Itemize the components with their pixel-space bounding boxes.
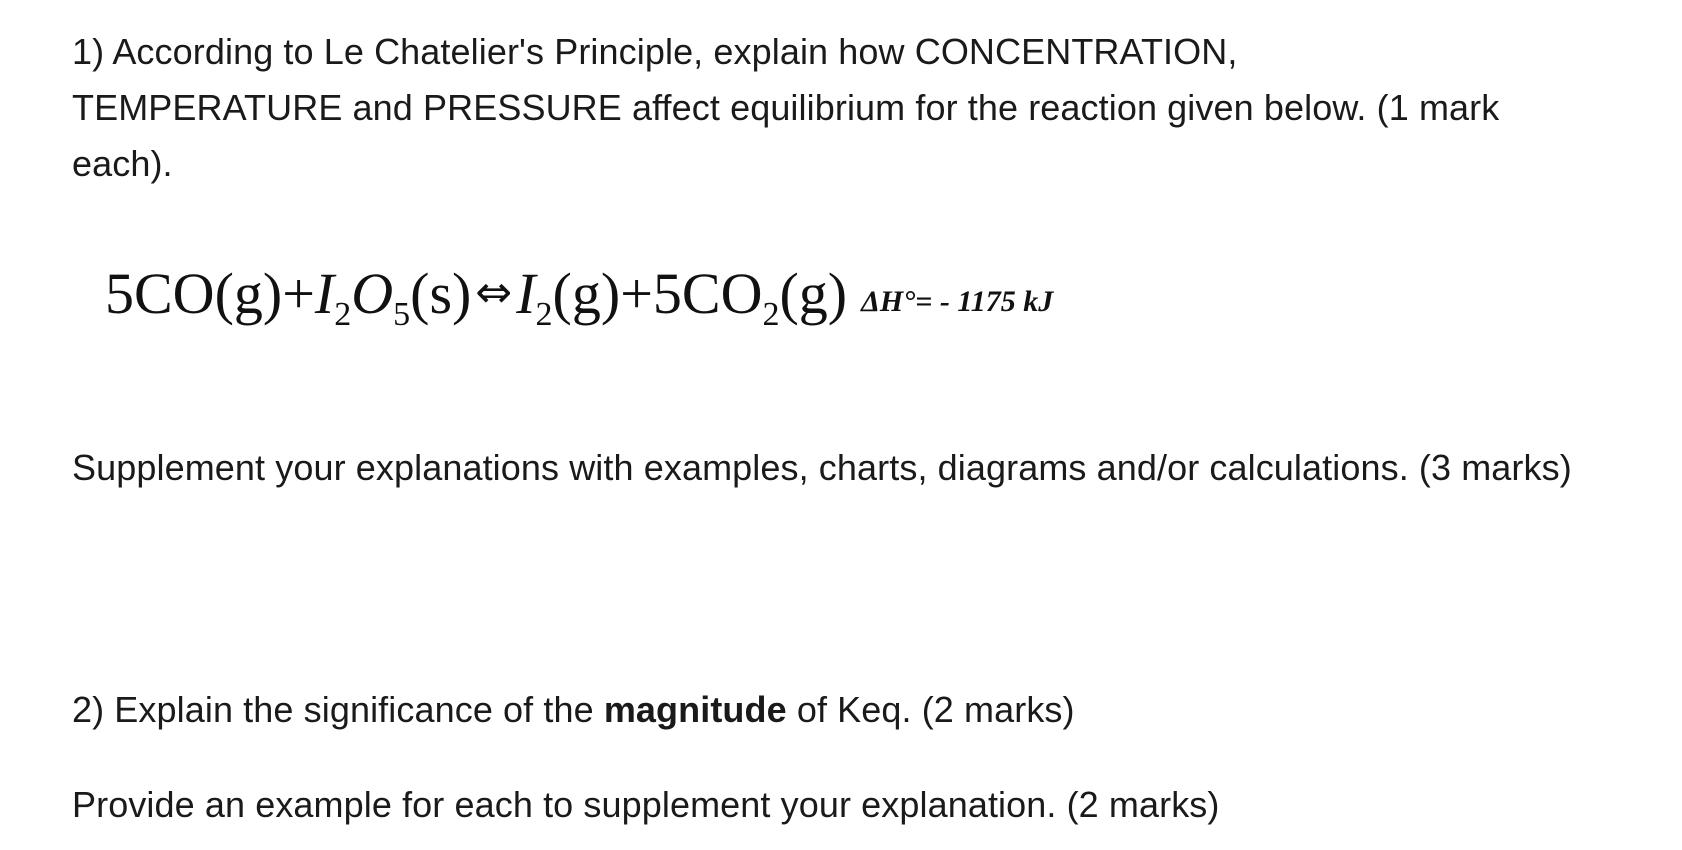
product-co2-state: (g) [779, 261, 848, 326]
enthalpy-change: ΔH°= - 1175 kJ [861, 285, 1054, 318]
product-i2-i: I [516, 261, 536, 326]
plus-sign: + [282, 261, 315, 326]
question-2-prompt [72, 682, 1075, 738]
plus-sign-2: + [620, 261, 653, 326]
product-co2-subscript: 2 [762, 296, 780, 333]
question-1-prompt: 1) According to Le Chatelier's Principle, explain how CONCENTRATION, TEMPERATURE and PRESSURE affect equilibrium for the reaction given below. (1 mark each). [72, 31, 1500, 184]
product-i2-subscript: 2 [535, 296, 553, 333]
product-i2-state: (g) [552, 261, 621, 326]
product-co2-coef: 5CO [652, 261, 763, 326]
chemical-equation [105, 258, 1053, 337]
question-1-supplement: Supplement your explanations with examples, charts, diagrams and/or calculations. (3 marks) [72, 447, 1572, 488]
question-2-prompt-start: 2) Explain the significance of the [72, 689, 604, 730]
reactant-i2o5-state: (s) [410, 261, 472, 326]
reactant-i2o5-i: I [314, 261, 335, 326]
equilibrium-arrow-icon: ⇔ [475, 267, 513, 318]
question-2-prompt-bold: magnitude [603, 689, 787, 730]
reactant-i2o5-o: O [351, 261, 394, 326]
question-2-example: Provide an example for each to supplement your explanation. (2 marks) [72, 784, 1220, 825]
question-2-prompt-end: of Keq. (2 marks) [786, 689, 1075, 730]
reactant-co: 5CO(g) [105, 261, 283, 326]
reactant-i2o5-i-subscript: 2 [334, 296, 352, 333]
reactant-i2o5-o-subscript: 5 [393, 296, 411, 333]
